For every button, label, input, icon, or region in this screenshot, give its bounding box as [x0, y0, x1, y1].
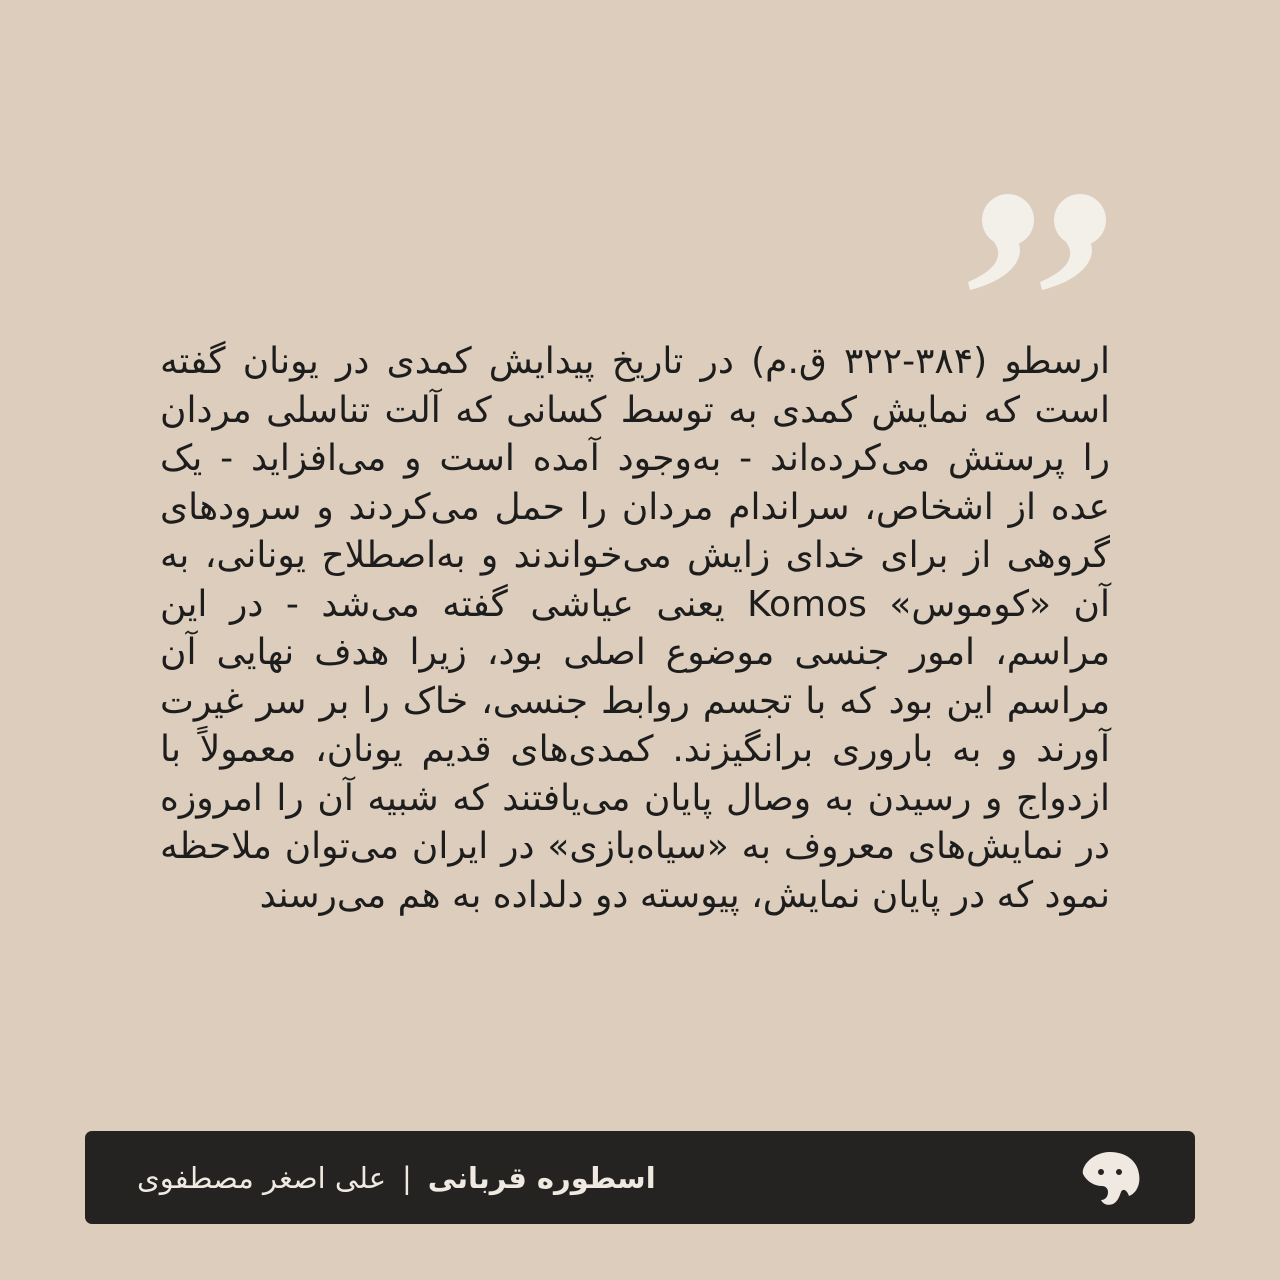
footer-credits	[137, 1131, 656, 1224]
book-title: اسطوره قربانی	[427, 1160, 656, 1195]
footer-separator: |	[402, 1160, 412, 1195]
quote-text: ارسطو (۳۸۴-۳۲۲ ق.م) در تاریخ پیدایش کمدی در یونان گفته است که نمایش کمدی به توسط کسانی که آلت تناسلی مردان را پرستش می‌کرده‌اند - به‌وجود آمده است و می‌افزاید - یک عده از اشخاص، سراندام مردان را حمل می‌کردند و سرودهای گروهی از برای خدای زایش می‌خواندند و به‌اصطلاح یونانی، به آن «کوموس» Komos یعنی عیاشی گفته می‌شد - در این مراسم، امور جنسی موضوع اصلی بود، زیرا هدف نهایی آن مراسم این بود که با تجسم روابط جنسی، خاک را بر سر غیرت آورند و به باروری برانگیزند. کمدی‌های قدیم یونان، معمولاً با ازدواج و رسیدن به وصال پایان می‌یافتند که شبیه آن را امروزه در نمایش‌های معروف به «سیاه‌بازی» در ایران می‌توان ملاحظه نمود که در پایان نمایش، پیوسته دو دلداده به هم می‌رسند	[160, 341, 1111, 916]
closing-quote-icon	[960, 190, 1120, 300]
translator-name: علی اصغر مصطفوی	[137, 1160, 387, 1195]
elephant-logo-icon	[1077, 1148, 1143, 1208]
footer-bar	[85, 1131, 1195, 1224]
